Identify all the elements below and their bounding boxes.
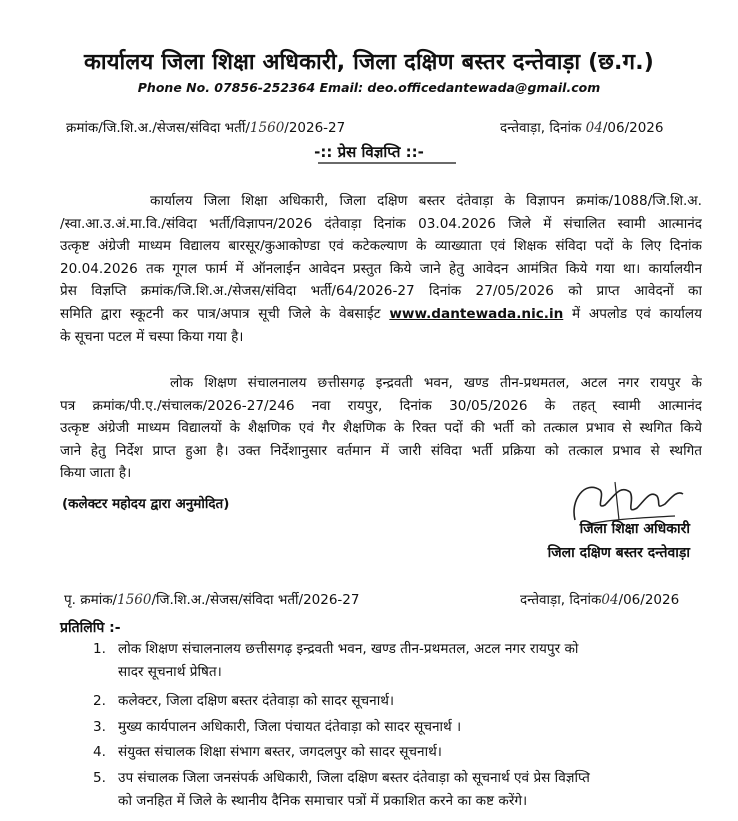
para1-line: के सूचना पटल में चस्पा किया गया है। <box>60 328 244 345</box>
signatory-district: जिला दक्षिण बस्तर दन्तेवाड़ा <box>547 545 690 561</box>
copy-item-text: मुख्य कार्यपालन अधिकारी, जिला पंचायत दंतेवाड़ा को सादर सूचनार्थ । <box>118 719 462 735</box>
body-paragraph-1 <box>60 190 702 348</box>
copy-ref-handwritten-day: 04 <box>601 592 619 608</box>
para1-line: प्रेस विज्ञप्ति क्रमांक/जि.शि.अ./सेजस/संविदा भर्ती/64/2026-27 दिनांक 27/05/2026 को प्राप्त आवेदनों का <box>60 283 702 300</box>
ref-handwritten-day: 04 <box>585 120 603 136</box>
para1-line-with-link <box>60 303 702 326</box>
copy-ref-month-year: /06/2026 <box>618 592 680 608</box>
copy-to-label: प्रतिलिपि :- <box>60 620 121 636</box>
para2-line: किया जाता है। <box>60 465 132 482</box>
para1-line: 20.04.2026 तक गूगल फार्म में ऑनलाईन आवेदन प्रस्तुत किये जाने हेतु आवेदन आमंत्रित किये गया था। कार्यालयीन <box>60 260 702 277</box>
copy-item-text: संयुक्त संचालक शिक्षा संभाग बस्तर, जगदलपुर को सादर सूचनार्थ। <box>118 744 442 760</box>
ref-number-line <box>66 118 345 136</box>
collector-approval-note: (कलेक्टर महोदय द्वारा अनुमोदित) <box>62 496 230 512</box>
para2-line: लोक शिक्षण संचालनालय छत्तीसगढ़ इन्द्रवती भवन, खण्ड तीन-प्रथमतल, अटल नगर रायपुर के <box>170 375 702 391</box>
ref-date-line <box>500 118 663 136</box>
copy-item-number: 5. <box>93 770 106 786</box>
para1-line: /स्वा.आ.उ.अं.मा.वि./संविदा भर्ती/विज्ञापन/2026 दंतेवाड़ा दिनांक 03.04.2026 जिले में संचालित स्वामी आत्मानंद <box>60 215 702 232</box>
copy-ref-handwritten-number: 1560 <box>117 592 152 608</box>
copy-ref-date-line <box>520 590 679 608</box>
para1-line: उत्कृष्ट अंग्रेजी माध्यम विद्यालय बारसूर/कुआकोण्डा एवं कटेकल्याण के व्याख्याता एवं शिक्षक संविदा पदों के लिए दिनांक <box>60 238 702 255</box>
copy-ref-rest: /जि.शि.अ./सेजस/संविदा भर्ती/2026-27 <box>151 592 360 608</box>
para2-line: पत्र क्रमांक/पी.ए./संचालक/2026-27/246 नवा रायपुर, दिनांक 30/05/2026 के तहत् स्वामी आत्मानंद <box>60 397 702 414</box>
press-title-underline <box>0 162 738 166</box>
website-link[interactable]: www.dantewada.nic.in <box>389 305 564 322</box>
copy-item-number: 4. <box>93 744 106 760</box>
ref-prefix: क्रमांक/जि.शि.अ./सेजस/संविदा भर्ती/ <box>66 120 250 136</box>
para1-line6-pre: समिति द्वारा स्कूटनी कर पात्र/अपात्र सूची जिले के वेबसाईट <box>60 305 381 322</box>
copy-list-item <box>93 767 708 812</box>
copy-item-text: उप संचालक जिला जनसंपर्क अधिकारी, जिला दक्षिण बस्तर दंतेवाड़ा को सूचनार्थ एवं प्रेस विज्ञप्ति <box>118 770 590 786</box>
copy-item-text: लोक शिक्षण संचालनालय छत्तीसगढ़ इन्द्रवती भवन, खण्ड तीन-प्रथमतल, अटल नगर रायपुर को <box>118 641 579 657</box>
para2-line: उत्कृष्ट अंग्रेजी माध्यम विद्यालयों के शैक्षणिक एवं गैर शैक्षणिक के रिक्त पदों की भर्ती को तत्काल प्रभाव से स्थगित किये <box>60 420 702 437</box>
copy-item-text-cont: सादर सूचनार्थ प्रेषित। <box>118 663 222 680</box>
copy-item-text-cont: को जनहित में जिले के स्थानीय दैनिक समाचार पत्रों में प्रकाशित करने का कष्ट करेंगे। <box>118 792 528 809</box>
copy-item-number: 3. <box>93 719 106 735</box>
para1-line: कार्यालय जिला शिक्षा अधिकारी, जिला दक्षिण बस्तर दंतेवाड़ा के विज्ञापन क्रमांक/1088/जि.शि.अ. <box>150 193 702 209</box>
copy-list-item <box>93 638 708 683</box>
copy-ref-place: दन्तेवाड़ा, दिनांक <box>520 592 602 608</box>
copy-ref-number-line <box>64 590 359 608</box>
ref-handwritten-number: 1560 <box>249 120 285 136</box>
copy-item-text: कलेक्टर, जिला दक्षिण बस्तर दंतेवाड़ा को सादर सूचनार्थ। <box>118 693 395 709</box>
ref-place: दन्तेवाड़ा, दिनांक <box>500 120 582 136</box>
ref-month-year: /06/2026 <box>602 120 664 136</box>
body-paragraph-2 <box>60 372 702 485</box>
press-release-title: -:: प्रेस विज्ञप्ति ::- <box>314 143 424 161</box>
copy-item-number: 2. <box>93 693 106 709</box>
copy-list-item <box>93 716 708 739</box>
para2-line: जाने हेतु निर्देश प्राप्त हुआ है। उक्त निर्देशानुसार वर्तमान में जारी संविदा भर्ती प्रक्रिया को तत्काल प्रभाव से स्थगित <box>60 442 702 459</box>
office-title: कार्यालय जिला शिक्षा अधिकारी, जिला दक्षिण बस्तर दन्तेवाड़ा (छ.ग.) <box>83 50 655 75</box>
ref-year: /2026-27 <box>284 120 346 136</box>
copy-list-item <box>93 690 708 713</box>
copy-item-number: 1. <box>93 641 106 657</box>
para1-line6-post: में अपलोड एवं कार्यालय <box>572 305 702 322</box>
contact-line: Phone No. 07856-252364 Email: deo.officedantewada@gmail.com <box>137 80 601 95</box>
signatory-designation: जिला शिक्षा अधिकारी <box>579 521 690 537</box>
copy-list-item <box>93 741 708 764</box>
copy-ref-prefix: पृ. क्रमांक/ <box>64 592 118 608</box>
